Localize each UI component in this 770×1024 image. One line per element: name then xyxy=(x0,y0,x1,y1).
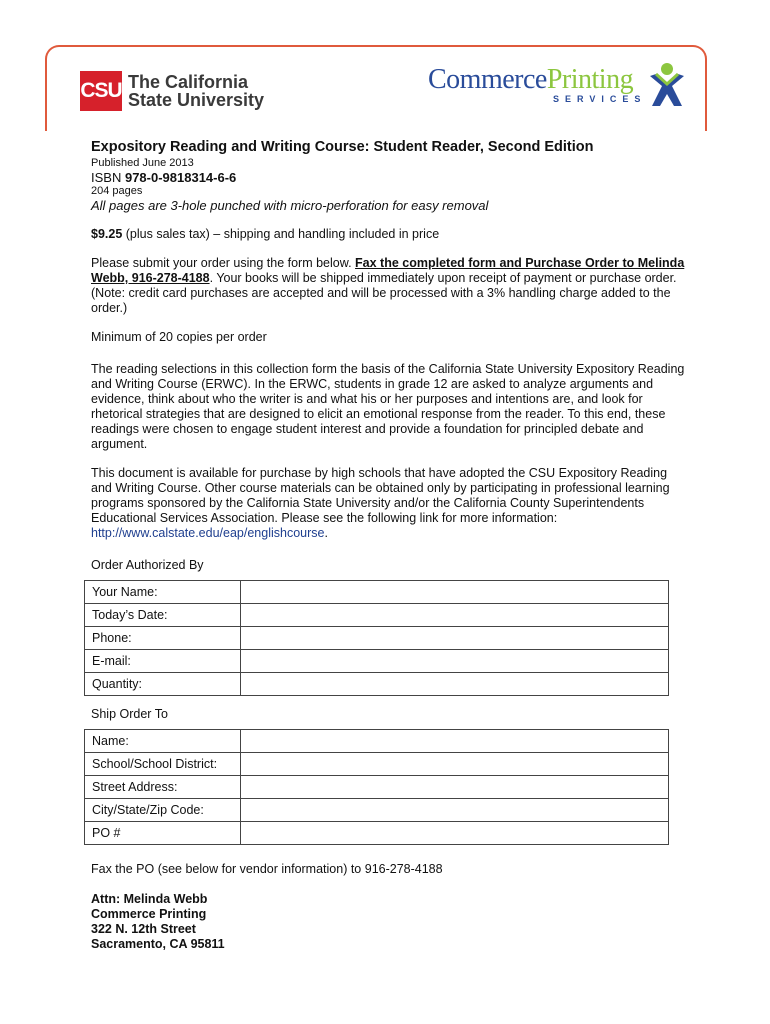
published-date: Published June 2013 xyxy=(91,157,194,169)
ship-heading: Ship Order To xyxy=(91,707,168,721)
street-field[interactable] xyxy=(241,776,669,799)
table-row xyxy=(85,730,669,753)
availability-paragraph xyxy=(91,466,691,541)
availability-text: This document is available for purchase by high schools that have adopted the CSU Expository Reading and Writing Course. Other course materials can be obtained only by participating in professional learning programs sponsored by the California State University and/or the California County Superintendents Educational Services Association. Please see the following link for more information: xyxy=(91,466,670,525)
isbn-value: 978-0-9818314-6-6 xyxy=(124,170,237,185)
address-line: Sacramento, CA 95811 xyxy=(91,937,225,951)
minimum-order: Minimum of 20 copies per order xyxy=(91,330,267,344)
fax-instruction: Fax the completed form and Purchase Order to Melinda Webb, 916-278-4188 xyxy=(91,256,685,285)
address-line: Attn: Melinda Webb xyxy=(91,892,208,906)
table-row xyxy=(85,799,669,822)
address-line: 322 N. 12th Street xyxy=(91,922,196,936)
isbn xyxy=(91,170,691,185)
table-row xyxy=(85,753,669,776)
vendor-services: SERVICES xyxy=(553,94,647,104)
fax-line: Fax the PO (see below for vendor information) to 916-278-4188 xyxy=(91,862,443,876)
submit-text-a: Please submit your order using the form below. xyxy=(91,256,356,270)
submit-text-c: . Your books will be shipped immediately upon receipt of payment or purchase order. (Note: credit card purchases are accepted and will be processed with a 3% handling charge added to the order.) xyxy=(91,271,677,315)
address-line: Commerce Printing xyxy=(91,907,207,921)
price-line xyxy=(91,227,691,242)
city-label: City/State/Zip Code: xyxy=(85,799,241,822)
isbn-label: ISBN xyxy=(91,170,125,185)
ship-name-field[interactable] xyxy=(241,730,669,753)
table-row xyxy=(85,776,669,799)
phone-label: Phone: xyxy=(85,627,241,650)
table-row xyxy=(85,604,669,627)
date-field[interactable] xyxy=(241,604,669,627)
school-field[interactable] xyxy=(241,753,669,776)
csu-name-line2: State University xyxy=(128,90,265,110)
commerce-printing-logo xyxy=(428,62,688,112)
email-field[interactable] xyxy=(241,650,669,673)
csu-name-line1: The California xyxy=(128,72,249,92)
table-row xyxy=(85,627,669,650)
erwc-link[interactable]: http://www.calstate.edu/eap/englishcourse xyxy=(91,526,325,540)
your-name-field[interactable] xyxy=(241,581,669,604)
price-note: (plus sales tax) – shipping and handling included in price xyxy=(122,227,440,241)
submit-instructions xyxy=(91,256,691,316)
link-end: . xyxy=(324,526,328,540)
figure-icon xyxy=(648,62,686,108)
punch-note: All pages are 3-hole punched with micro-perforation for easy removal xyxy=(91,198,489,213)
authorized-heading: Order Authorized By xyxy=(91,558,204,572)
table-row xyxy=(85,650,669,673)
ship-name-label: Name: xyxy=(85,730,241,753)
street-label: Street Address: xyxy=(85,776,241,799)
csu-mark: CSU xyxy=(80,71,122,111)
vendor-name-a: Commerce xyxy=(428,64,547,95)
ship-table xyxy=(84,729,669,845)
vendor-name xyxy=(428,64,633,96)
table-row xyxy=(85,581,669,604)
document-body xyxy=(91,140,691,952)
table-row xyxy=(85,822,669,845)
your-name-label: Your Name: xyxy=(85,581,241,604)
po-field[interactable] xyxy=(241,822,669,845)
email-label: E-mail: xyxy=(85,650,241,673)
csu-name xyxy=(128,73,264,109)
quantity-field[interactable] xyxy=(241,673,669,696)
po-label: PO # xyxy=(85,822,241,845)
price-value: $9.25 xyxy=(91,227,123,241)
vendor-name-b: Printing xyxy=(546,64,634,95)
document-title: Expository Reading and Writing Course: Student Reader, Second Edition xyxy=(91,139,594,155)
selections-paragraph: The reading selections in this collection form the basis of the California State University Expository Reading and Writing Course (ERWC). In the ERWC, students in grade 12 are asked to analyze arguments and evidence, think about who the writer is and what his or her purposes and intentions are, and look for rhetorical strategies that are designed to elicit an emotional response from the reader. To this end, these readings were chosen to engage student interest and provide a foundation for principled debate and argument. xyxy=(91,362,685,451)
date-label: Today’s Date: xyxy=(85,604,241,627)
csu-logo xyxy=(80,71,264,111)
table-row xyxy=(85,673,669,696)
vendor-address xyxy=(91,892,691,952)
school-label: School/School District: xyxy=(85,753,241,776)
city-field[interactable] xyxy=(241,799,669,822)
page-count: 204 pages xyxy=(91,185,143,197)
authorized-table xyxy=(84,580,669,696)
quantity-label: Quantity: xyxy=(85,673,241,696)
phone-field[interactable] xyxy=(241,627,669,650)
